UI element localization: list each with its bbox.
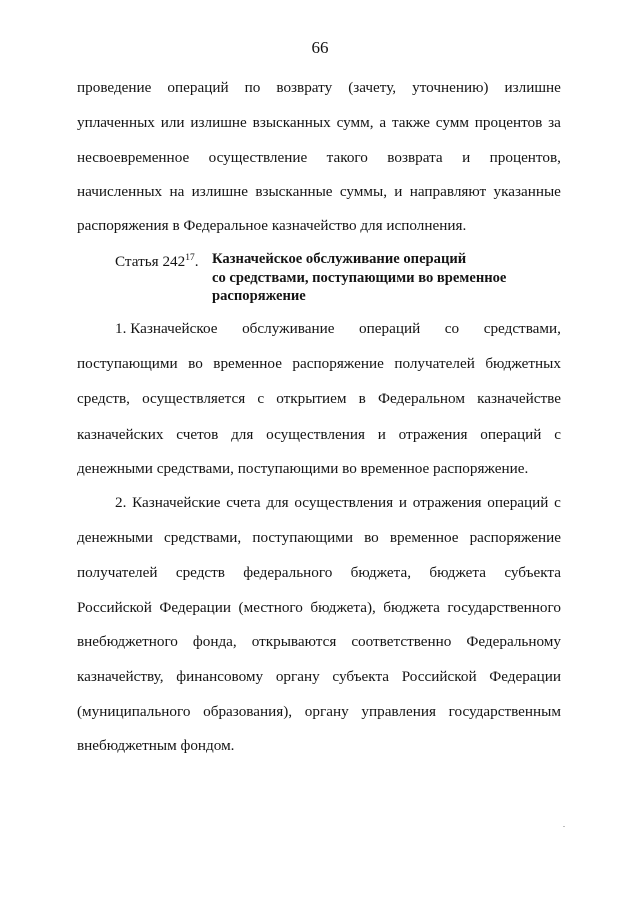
paragraph-2-line: 2. Казначейские счета для осуществления и отражения операций с [115,494,561,511]
paragraph-2-line-last: внебюджетным фондом. [77,737,235,754]
text-line: проведение операций по возврату (зачету, уточнению) излишне [77,79,561,96]
paragraph-1-line-last: денежными средствами, поступающими во временное распоряжение. [77,460,529,477]
paragraph-1-line: 1. Казначейское обслуживание операций со средствами, [115,320,561,337]
article-label: Статья $242^{17}$. [115,253,199,270]
paragraph-1-line: казначейских счетов для осуществления и отражения операций с [77,426,561,443]
paragraph-1-line: средств, осуществляется с открытием в Федеральном казначействе [77,390,561,407]
paragraph-2-line: получателей средств федерального бюджета, бюджета субъекта [77,564,561,581]
text-line: уплаченных или излишне взысканных сумм, а также сумм процентов за [77,114,561,131]
text-line-last: распоряжения в Федеральное казначейство для исполнения. [77,217,467,234]
paragraph-2-line: денежными средствами, поступающими во временное распоряжение [77,529,561,546]
article-title: Казначейское обслуживание операций со средствами, поступающими во временное распоряжение [212,251,507,304]
paragraph-2-line: Российской Федерации (местного бюджета), бюджета государственного [77,599,561,616]
text-line: начисленных на излишне взысканные суммы, и направляют указанные [77,183,561,200]
paragraph-1-line: поступающими во временное распоряжение получателей бюджетных [77,355,561,372]
page-number: 66 [311,38,329,57]
paragraph-2-line: внебюджетного фонда, открываются соответственно Федеральному [77,633,561,650]
scan-speck [563,826,565,827]
paragraph-2-line: казначейству, финансовому органу субъекта Российской Федерации [77,668,561,685]
text-line: несвоевременное осуществление такого возврата и процентов, [77,149,561,166]
article-number-superscript: 17 [185,253,195,263]
paragraph-2-line: (муниципального образования), органу управления государственным [77,703,561,720]
